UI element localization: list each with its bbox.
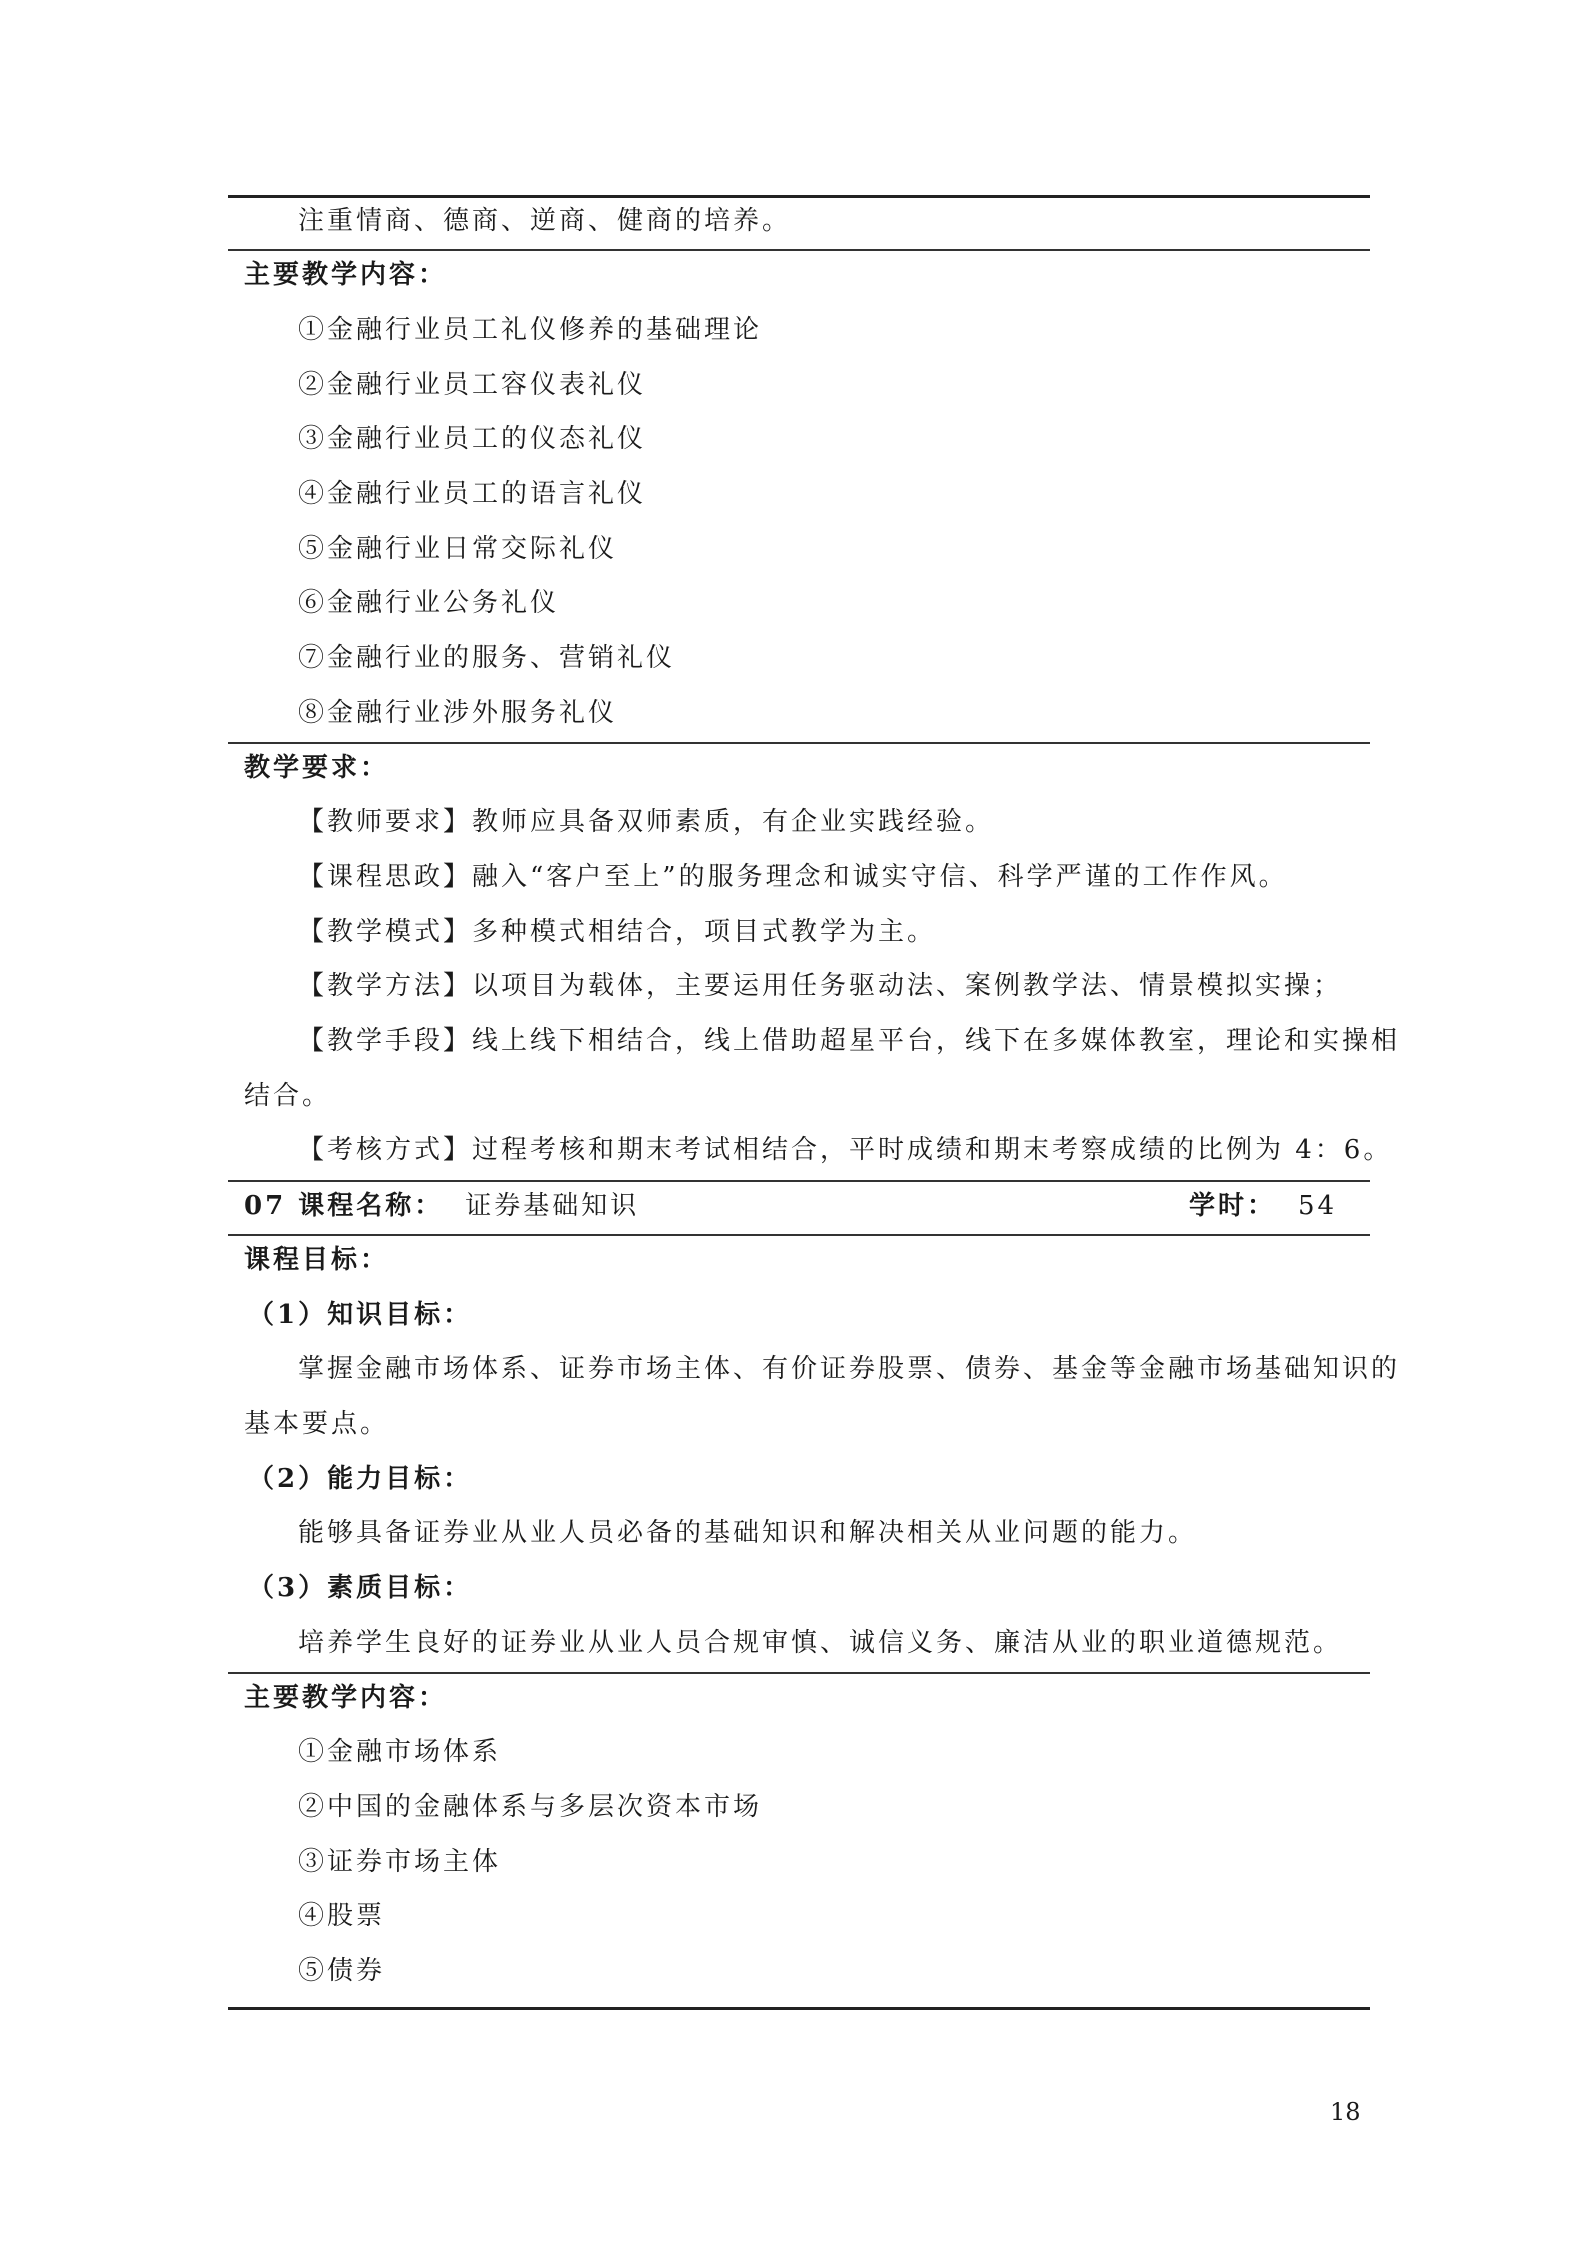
requirement-line-continued: 结合。 xyxy=(244,1081,332,1111)
teaching-requirements-label: 教学要求： xyxy=(244,753,390,783)
course-name: 证券基础知识 xyxy=(465,1191,640,1221)
requirement-line: 【教学方法】以项目为载体，主要运用任务驱动法、案例教学法、情景模拟实操； xyxy=(298,971,1343,1001)
requirement-line: 【考核方式】过程考核和期末考试相结合，平时成绩和期末考察成绩的比例为 4：6。 xyxy=(298,1135,1393,1165)
list-item: ②金融行业员工容仪表礼仪 xyxy=(298,370,647,400)
requirement-line: 【课程思政】融入“客户至上”的服务理念和诚实守信、科学严谨的工作作风。 xyxy=(298,862,1288,892)
list-item: ①金融行业员工礼仪修养的基础理论 xyxy=(298,315,763,345)
ability-goal-text: 能够具备证券业从业人员必备的基础知识和解决相关从业问题的能力。 xyxy=(298,1518,1198,1548)
page-number: 18 xyxy=(1330,2098,1361,2126)
list-item: ①金融市场体系 xyxy=(298,1737,502,1767)
list-item: ④股票 xyxy=(298,1901,386,1931)
ability-goal-label: （2）能力目标： xyxy=(248,1464,473,1494)
list-item: ⑤金融行业日常交际礼仪 xyxy=(298,534,618,564)
list-item: ⑧金融行业涉外服务礼仪 xyxy=(298,698,618,728)
list-item: ③证券市场主体 xyxy=(298,1847,502,1877)
course-title-row xyxy=(244,1182,1354,1230)
course-name-label: 07 课程名称： xyxy=(244,1191,444,1221)
quality-goal-text: 培养学生良好的证券业从业人员合规审慎、诚信义务、廉洁从业的职业道德规范。 xyxy=(298,1628,1343,1658)
list-item: ⑤债券 xyxy=(298,1956,386,1986)
requirement-line: 【教学手段】线上线下相结合，线上借助超星平台，线下在多媒体教室，理论和实操相 xyxy=(298,1026,1401,1056)
hours-value: 54 xyxy=(1298,1191,1338,1221)
list-item: ②中国的金融体系与多层次资本市场 xyxy=(298,1792,763,1822)
knowledge-goal-label: （1）知识目标： xyxy=(248,1300,473,1330)
teaching-content-label-2: 主要教学内容： xyxy=(244,1683,448,1713)
continued-text: 注重情商、德商、逆商、健商的培养。 xyxy=(298,206,792,236)
quality-goal-label: （3）素质目标： xyxy=(248,1573,473,1603)
hours-label: 学时： xyxy=(1189,1191,1277,1221)
requirement-line: 【教师要求】教师应具备双师素质，有企业实践经验。 xyxy=(298,807,995,837)
course-hours xyxy=(1189,1182,1337,1230)
knowledge-goal-text-continued: 基本要点。 xyxy=(244,1409,390,1439)
teaching-content-label: 主要教学内容： xyxy=(244,260,448,290)
list-item: ③金融行业员工的仪态礼仪 xyxy=(298,424,647,454)
table-bottom-rule xyxy=(228,2007,1370,2010)
course-goals-label: 课程目标： xyxy=(244,1245,390,1275)
requirement-line: 【教学模式】多种模式相结合，项目式教学为主。 xyxy=(298,917,937,947)
list-item: ⑦金融行业的服务、营销礼仪 xyxy=(298,643,676,673)
knowledge-goal-text: 掌握金融市场体系、证券市场主体、有价证券股票、债券、基金等金融市场基础知识的 xyxy=(298,1354,1401,1384)
list-item: ⑥金融行业公务礼仪 xyxy=(298,588,560,618)
list-item: ④金融行业员工的语言礼仪 xyxy=(298,479,647,509)
